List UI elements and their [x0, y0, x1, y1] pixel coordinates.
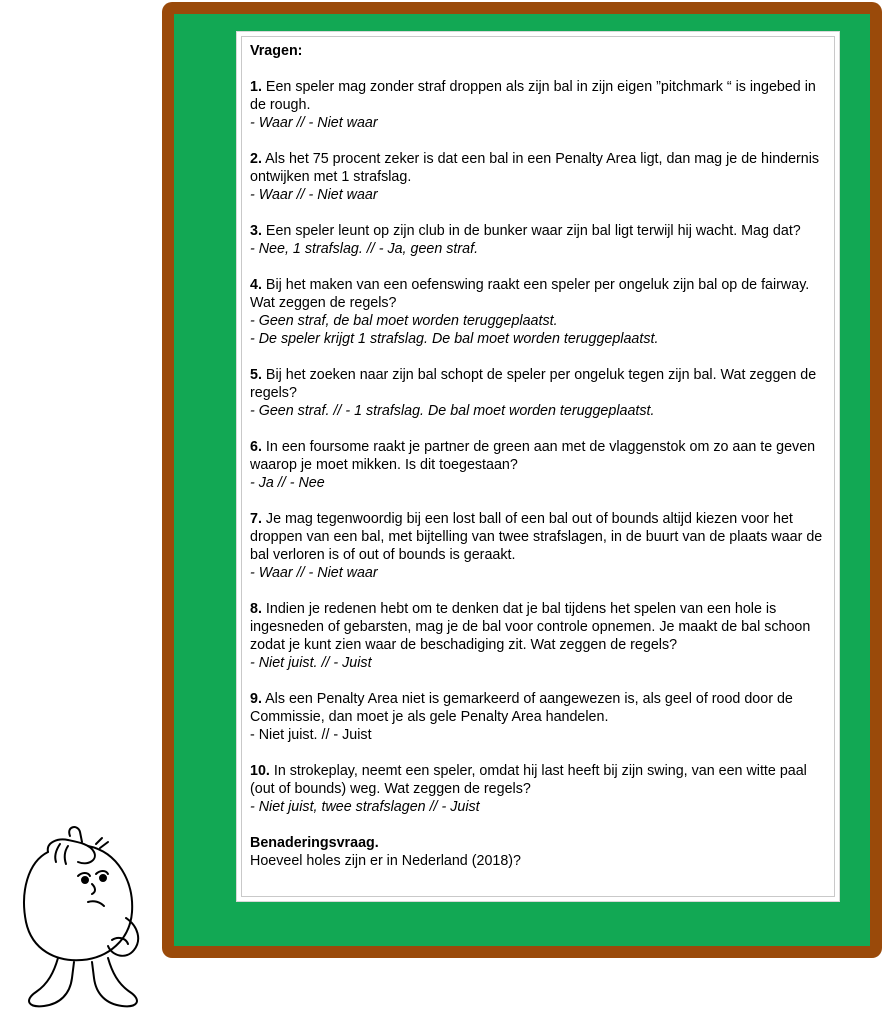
question-text: Een speler leunt op zijn club in de bunker waar zijn bal ligt terwijl hij wacht. Mag dat?	[265, 223, 801, 239]
question-number: 8.	[250, 601, 262, 617]
question-number: 9.	[250, 691, 262, 707]
question-1	[250, 78, 835, 132]
question-5	[250, 366, 835, 420]
question-number: 7.	[250, 511, 262, 527]
question-7	[250, 510, 835, 582]
question-number: 6.	[250, 439, 262, 455]
answer-options: - Niet juist, twee strafslagen // - Juist	[250, 799, 480, 815]
answer-options: - Waar // - Niet waar	[250, 187, 378, 203]
answer-options: - Geen straf. // - 1 strafslag. De bal moet worden teruggeplaatst.	[250, 403, 655, 419]
answer-options: - Waar // - Niet waar	[250, 115, 378, 131]
question-text: Bij het maken van een oefenswing raakt een speler per ongeluk zijn bal op de fairway. Wat zeggen de regels?	[250, 277, 810, 311]
approximation-title: Benaderingsvraag.	[250, 835, 379, 851]
question-number: 4.	[250, 277, 262, 293]
question-text: In strokeplay, neemt een speler, omdat hij last heeft bij zijn swing, van een witte paal (out of bounds) weg. Wat zeggen de regels?	[250, 763, 807, 797]
question-text: Een speler mag zonder straf droppen als zijn bal in zijn eigen ”pitchmark “ is ingebed in de rough.	[250, 79, 816, 113]
question-text: Indien je redenen hebt om te denken dat je bal tijdens het spelen van een hole is ingesneden of gebarsten, mag je de bal voor controle opnemen. Je maakt de bal schoon zodat je kunt zien waar de beschadiging zit. Wat zeggen de regels?	[250, 601, 811, 653]
question-9	[250, 690, 835, 744]
approximation-question	[250, 834, 835, 870]
question-10	[250, 762, 835, 816]
question-8	[250, 600, 835, 672]
question-number: 10.	[250, 763, 270, 779]
question-number: 3.	[250, 223, 262, 239]
question-text: In een foursome raakt je partner de green aan met de vlaggenstok om zo aan te geven waarop je moet mikken. Is dit toegestaan?	[250, 439, 816, 473]
approximation-text: Hoeveel holes zijn er in Nederland (2018)?	[250, 853, 522, 869]
question-text: Bij het zoeken naar zijn bal schopt de speler per ongeluk tegen zijn bal. Wat zeggen de regels?	[250, 367, 817, 401]
answer-options: - Waar // - Niet waar	[250, 565, 378, 581]
answer-option-a: - Geen straf, de bal moet worden teruggeplaatst.	[250, 313, 558, 329]
question-text: Als een Penalty Area niet is gemarkeerd of aangewezen is, als geel of rood door de Commissie, dan moet je als gele Penalty Area handelen.	[250, 691, 793, 725]
question-number: 5.	[250, 367, 262, 383]
question-text: Als het 75 procent zeker is dat een bal in een Penalty Area ligt, dan mag je de hindernis ontwijken met 1 strafslag.	[250, 151, 820, 185]
answer-options: - Niet juist. // - Juist	[250, 727, 372, 743]
question-number: 2.	[250, 151, 262, 167]
question-6	[250, 438, 835, 492]
question-4	[250, 276, 835, 348]
answer-options: - Niet juist. // - Juist	[250, 655, 372, 671]
question-text: Je mag tegenwoordig bij een lost ball of een bal out of bounds altijd kiezen voor het droppen van een bal, met bijtelling van twee strafslagen, in de buurt van de plaats waar de bal verloren is of out of bounds is geraakt.	[250, 511, 823, 563]
page-title: Vragen:	[250, 43, 303, 59]
question-3	[250, 222, 835, 258]
answer-options: - Ja // - Nee	[250, 475, 325, 491]
questions-content	[250, 42, 835, 870]
question-2	[250, 150, 835, 204]
answer-options: - Nee, 1 strafslag. // - Ja, geen straf.	[250, 241, 479, 257]
question-number: 1.	[250, 79, 262, 95]
answer-option-b: - De speler krijgt 1 strafslag. De bal moet worden teruggeplaatst.	[250, 331, 659, 347]
thinking-golfball-cartoon-icon	[8, 822, 158, 1014]
